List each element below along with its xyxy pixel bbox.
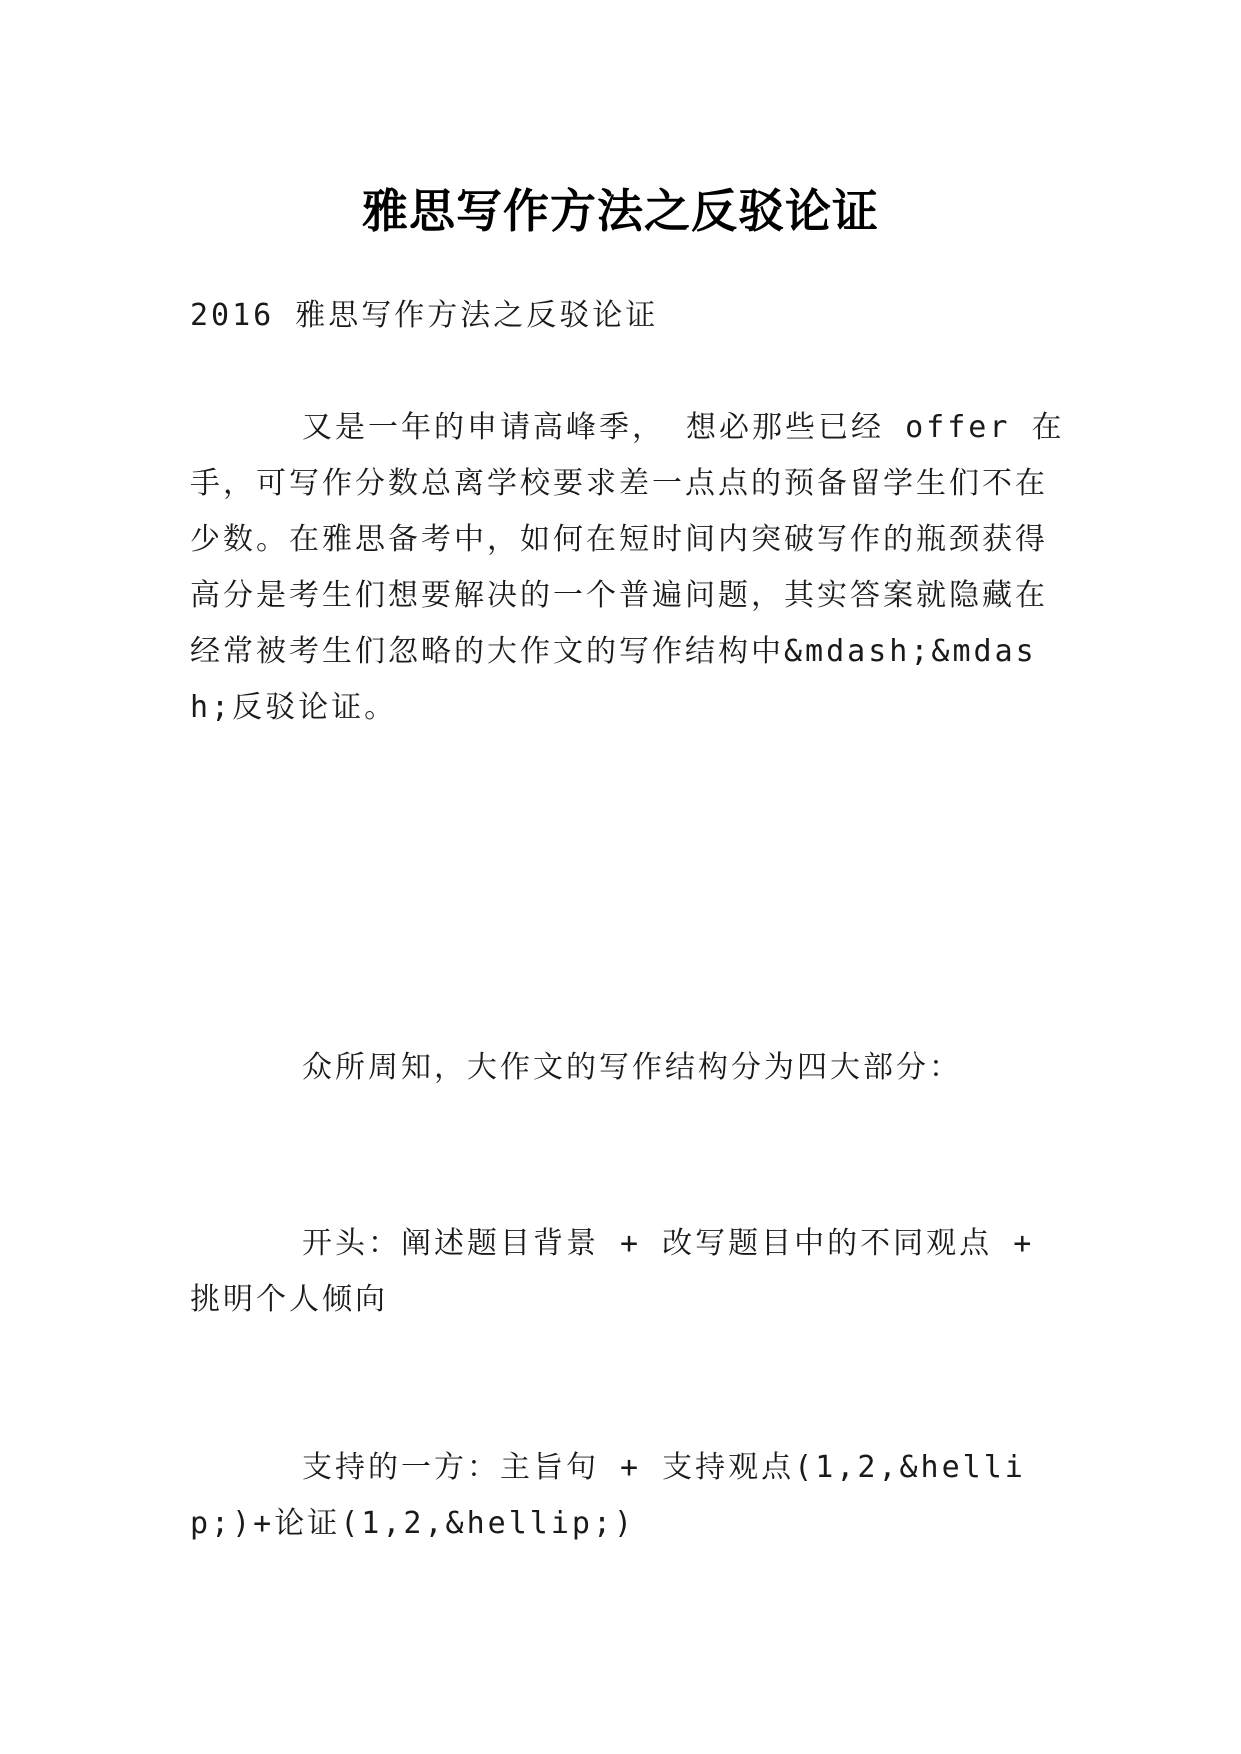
document-title: 雅思写作方法之反驳论证 bbox=[362, 183, 879, 238]
paragraph-support-side: 支持的一方：主旨句 + 支持观点(1,2,&hellip;)+论证(1,2,&hellip;) bbox=[190, 1450, 1026, 1541]
paragraph-intro: 又是一年的申请高峰季， 想必那些已经 offer 在手，可写作分数总离学校要求差一点点的预备留学生们不在少数。在雅思备考中，如何在短时间内突破写作的瓶颈获得高分是考生们想要解决的一个普遍问题，其实答案就隐藏在经常被考生们忽略的大作文的写作结构中&mdash;&mdash;反驳论证。 bbox=[190, 410, 1065, 725]
document-subtitle: 2016 雅思写作方法之反驳论证 bbox=[190, 298, 659, 333]
paragraph-structure: 众所周知，大作文的写作结构分为四大部分： bbox=[302, 1050, 962, 1085]
paragraph-opening: 开头：阐述题目背景 + 改写题目中的不同观点 + 挑明个人倾向 bbox=[190, 1226, 1035, 1317]
